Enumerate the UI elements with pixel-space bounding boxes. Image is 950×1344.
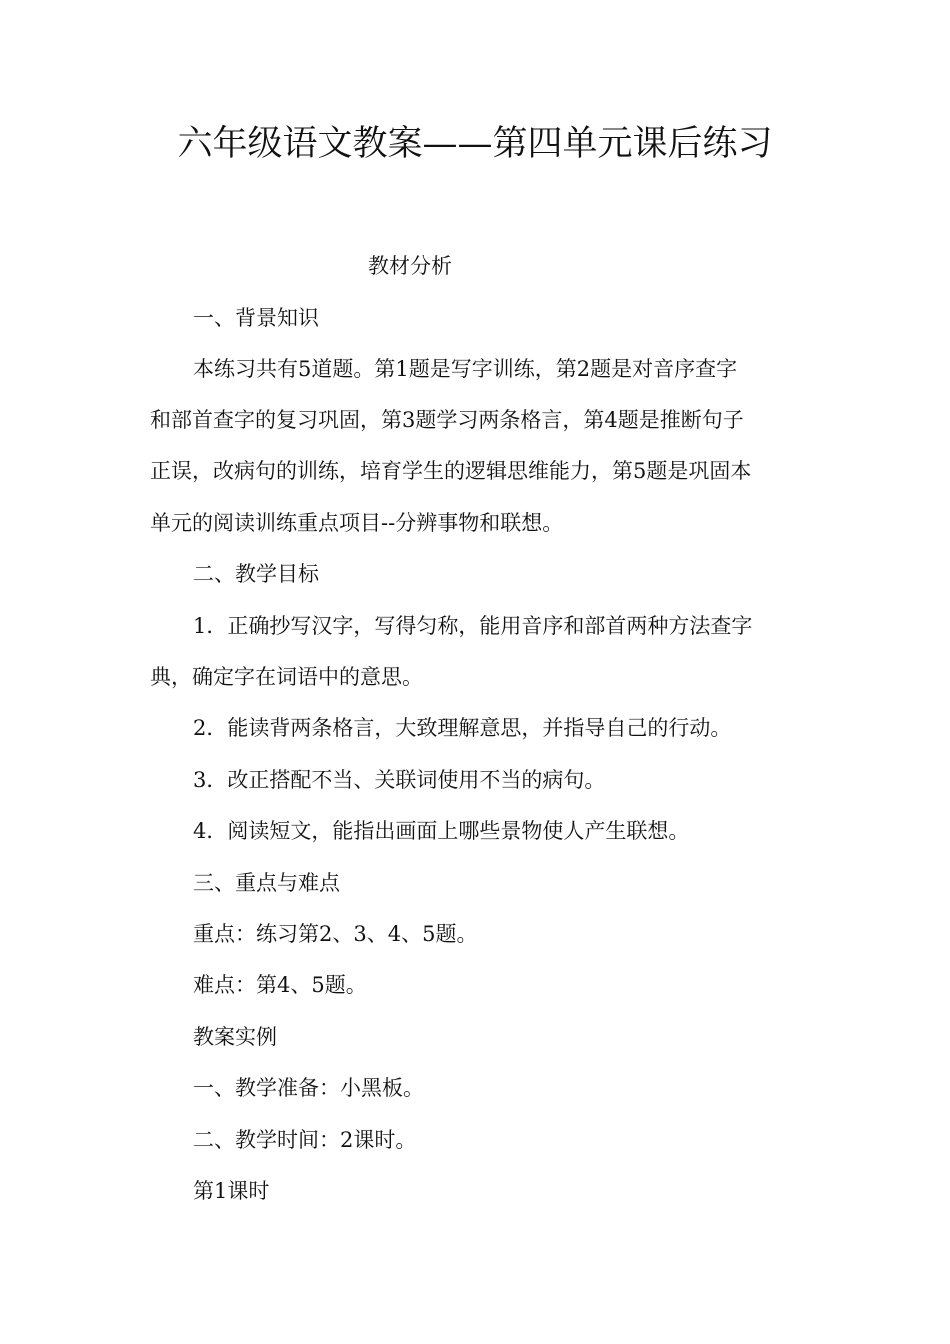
teaching-preparation: 一、教学准备：小黑板。 bbox=[193, 1076, 424, 1100]
paragraph-line: 单元的阅读训练重点项目--分辨事物和联想。 bbox=[150, 511, 564, 535]
heading-goals: 二、教学目标 bbox=[193, 562, 319, 586]
heading-key-points: 三、重点与难点 bbox=[193, 871, 340, 895]
paragraph-line: 本练习共有5道题。第1题是写字训练，第2题是对音序查字 bbox=[193, 357, 738, 381]
list-item: 1．正确抄写汉字，写得匀称，能用音序和部首两种方法查字 bbox=[193, 614, 753, 638]
heading-lesson-example: 教案实例 bbox=[193, 1025, 277, 1049]
paragraph-line: 正误，改病句的训练，培育学生的逻辑思维能力，第5题是巩固本 bbox=[150, 459, 752, 483]
list-item: 2．能读背两条格言，大致理解意思，并指导自己的行动。 bbox=[193, 716, 732, 740]
key-points-text: 重点：练习第2、3、4、5题。 bbox=[193, 922, 478, 946]
document-title: 六年级语文教案——第四单元课后练习 bbox=[177, 124, 773, 164]
lesson-period-heading: 第1课时 bbox=[193, 1179, 270, 1203]
list-item: 3．改正搭配不当、关联词使用不当的病句。 bbox=[193, 768, 606, 792]
paragraph-line: 和部首查字的复习巩固，第3题学习两条格言，第4题是推断句子 bbox=[150, 408, 744, 432]
teaching-time: 二、教学时间：2课时。 bbox=[193, 1128, 417, 1152]
heading-background: 一、背景知识 bbox=[193, 306, 319, 330]
list-item-continuation: 典，确定字在词语中的意思。 bbox=[150, 665, 423, 689]
section-heading: 教材分析 bbox=[368, 254, 452, 278]
list-item: 4．阅读短文，能指出画面上哪些景物使人产生联想。 bbox=[193, 819, 690, 843]
difficulties-text: 难点：第4、5题。 bbox=[193, 973, 367, 997]
